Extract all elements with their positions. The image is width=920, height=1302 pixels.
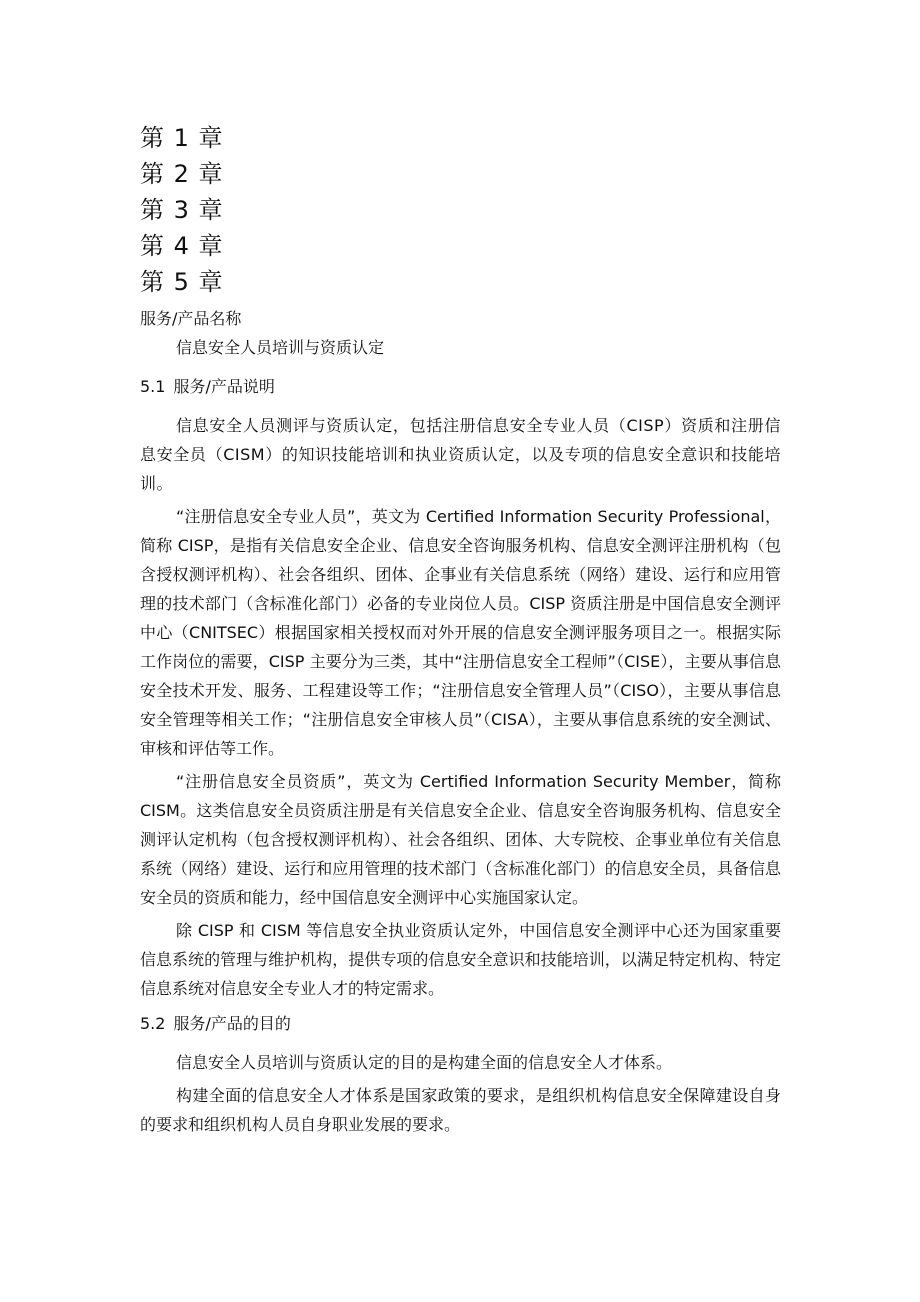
paragraph: 构建全面的信息安全人才体系是国家政策的要求，是组织机构信息安全保障建设自身的要求和组织机构人员自身职业发展的要求。 — [140, 1086, 781, 1134]
section-number: 5.2 — [140, 1014, 166, 1033]
section-heading-5-2 — [140, 1009, 781, 1038]
chapter-heading-2: 第 2 章 — [140, 160, 224, 188]
paragraph: “注册信息安全员资质”，英文为 Certified Information Security Member，简称 CISM。这类信息安全员资质注册是有关信息安全企业、信息安全咨询服务机构、信息安全测评认定机构（包含授权测评机构）、社会各组织、团体、大专院校、企事业单位有关信息系统（网络）建设、运行和应用管理的技术部门（含标准化部门）的信息安全员，具备信息安全员的资质和能力，经中国信息安全测评中心实施国家认定。 — [140, 772, 781, 907]
chapter-heading-4: 第 4 章 — [140, 232, 224, 260]
section-heading-5-1 — [140, 372, 781, 401]
chapter-heading-5: 第 5 章 — [140, 268, 224, 296]
paragraph: “注册信息安全专业人员”，英文为 Certified Information Security Professional，简称 CISP，是指有关信息安全企业、信息安全咨询服务机构、信息安全测评注册机构（包含授权测评机构）、社会各组织、团体、企事业有关信息系统（网络）建设、运行和应用管理的技术部门（含标准化部门）必备的专业岗位人员。CISP 资质注册是中国信息安全测评中心（CNITSEC）根据国家相关授权而对外开展的信息安全测评服务项目之一。根据实际工作岗位的需要，CISP 主要分为三类，其中“注册信息安全工程师”（CISE），主要从事信息安全技术开发、服务、工程建设等工作；“注册信息安全管理人员”（CISO），主要从事信息安全管理等相关工作；“注册信息安全审核人员”（CISA），主要从事信息系统的安全测试、审核和评估等工作。 — [140, 507, 781, 758]
document-body — [140, 120, 781, 1143]
paragraph: 除 CISP 和 CISM 等信息安全执业资质认定外，中国信息安全测评中心还为国家重要信息系统的管理与维护机构，提供专项的信息安全意识和技能培训，以满足特定机构、特定信息系统对信息安全专业人才的特定需求。 — [140, 921, 781, 998]
product-label: 服务/产品名称 — [140, 309, 242, 328]
chapter-heading-1: 第 1 章 — [140, 124, 224, 152]
section-title: 服务/产品的目的 — [173, 1014, 291, 1033]
paragraph: 信息安全人员培训与资质认定的目的是构建全面的信息安全人才体系。 — [176, 1053, 673, 1072]
section-number: 5.1 — [140, 377, 166, 396]
paragraph: 信息安全人员测评与资质认定，包括注册信息安全专业人员（CISP）资质和注册信息安全员（CISM）的知识技能培训和执业资质认定，以及专项的信息安全意识和技能培训。 — [140, 416, 781, 493]
product-name: 信息安全人员培训与资质认定 — [176, 338, 385, 357]
section-title: 服务/产品说明 — [173, 377, 275, 396]
chapter-heading-3: 第 3 章 — [140, 196, 224, 224]
